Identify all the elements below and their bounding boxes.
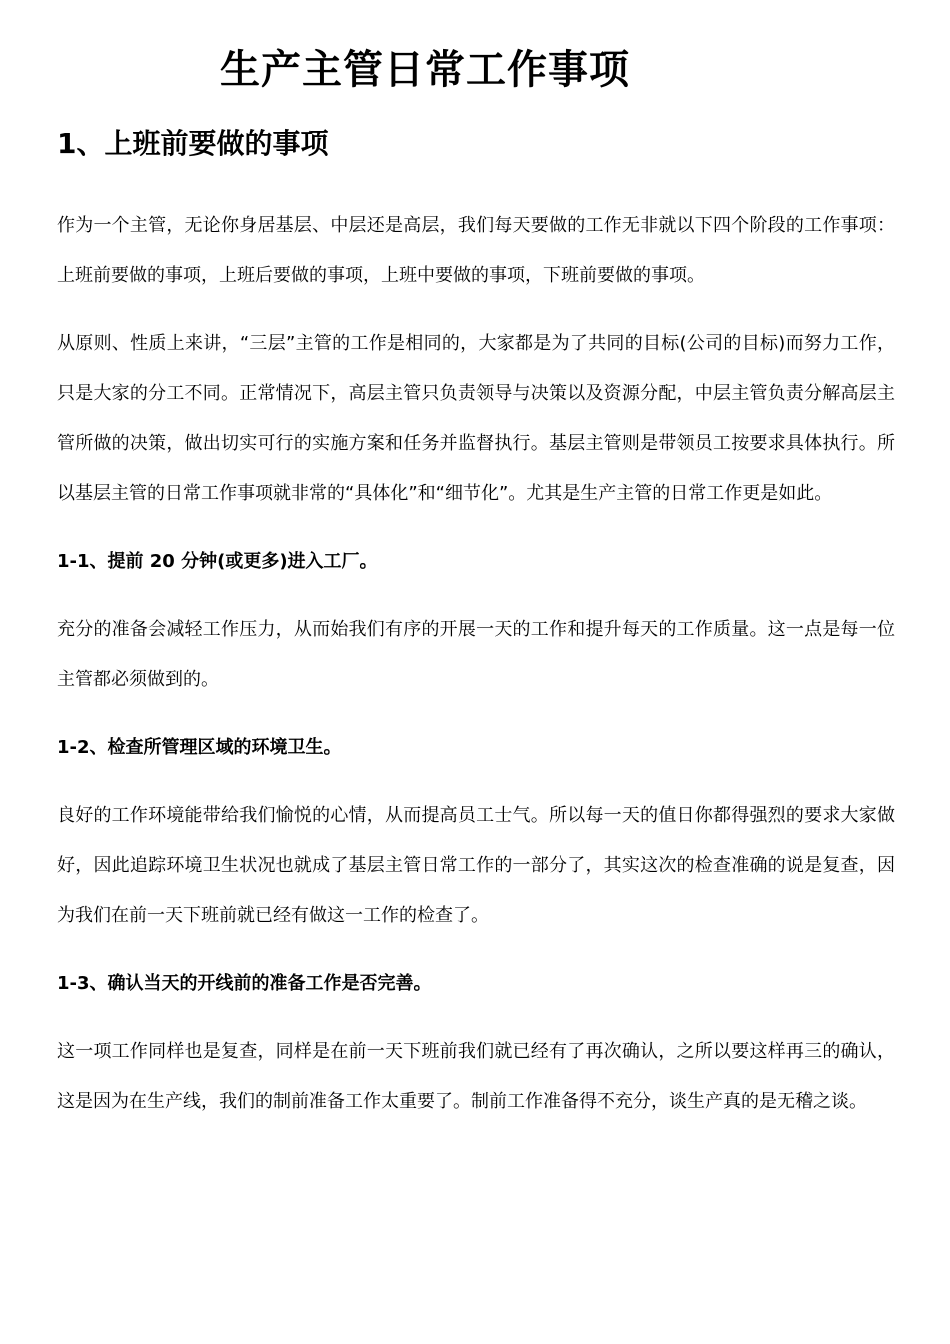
item-body-1-1: 充分的准备会减轻工作压力，从而始我们有序的开展一天的工作和提升每天的工作质量。这一点是每一位主管都必须做到的。 xyxy=(57,619,895,690)
item-heading-1-3: 1-3、确认当天的开线前的准备工作是否完善。 xyxy=(57,973,432,994)
document-title: 生产主管日常工作事项 xyxy=(220,47,630,93)
intro-paragraph-1: 作为一个主管，无论你身居基层、中层还是高层，我们每天要做的工作无非就以下四个阶段的工作事项：上班前要做的事项，上班后要做的事项，上班中要做的事项，下班前要做的事项。 xyxy=(57,215,895,286)
item-heading-1-1: 1-1、提前 20 分钟(或更多)进入工厂。 xyxy=(57,551,378,572)
document-body xyxy=(57,120,895,1145)
intro-paragraph-2: 从原则、性质上来讲，“三层”主管的工作是相同的，大家都是为了共同的目标(公司的目标)而努力工作，只是大家的分工不同。正常情况下，高层主管只负责领导与决策以及资源分配，中层主管负责分解高层主管所做的决策，做出切实可行的实施方案和任务并监督执行。基层主管则是带领员工按要求具体执行。所以基层主管的日常工作事项就非常的“具体化”和“细节化”。尤其是生产主管的日常工作更是如此。 xyxy=(57,333,895,504)
item-heading-1-2: 1-2、检查所管理区域的环境卫生。 xyxy=(57,737,342,758)
item-body-1-3: 这一项工作同样也是复查，同样是在前一天下班前我们就已经有了再次确认，之所以要这样再三的确认，这是因为在生产线，我们的制前准备工作太重要了。制前工作准备得不充分，谈生产真的是无稽之谈。 xyxy=(57,1041,895,1112)
item-body-1-2: 良好的工作环境能带给我们愉悦的心情，从而提高员工士气。所以每一天的值日你都得强烈的要求大家做好，因此追踪环境卫生状况也就成了基层主管日常工作的一部分了，其实这次的检查准确的说是复查，因为我们在前一天下班前就已经有做这一工作的检查了。 xyxy=(57,805,895,926)
section-heading: 1、上班前要做的事项 xyxy=(57,127,329,160)
